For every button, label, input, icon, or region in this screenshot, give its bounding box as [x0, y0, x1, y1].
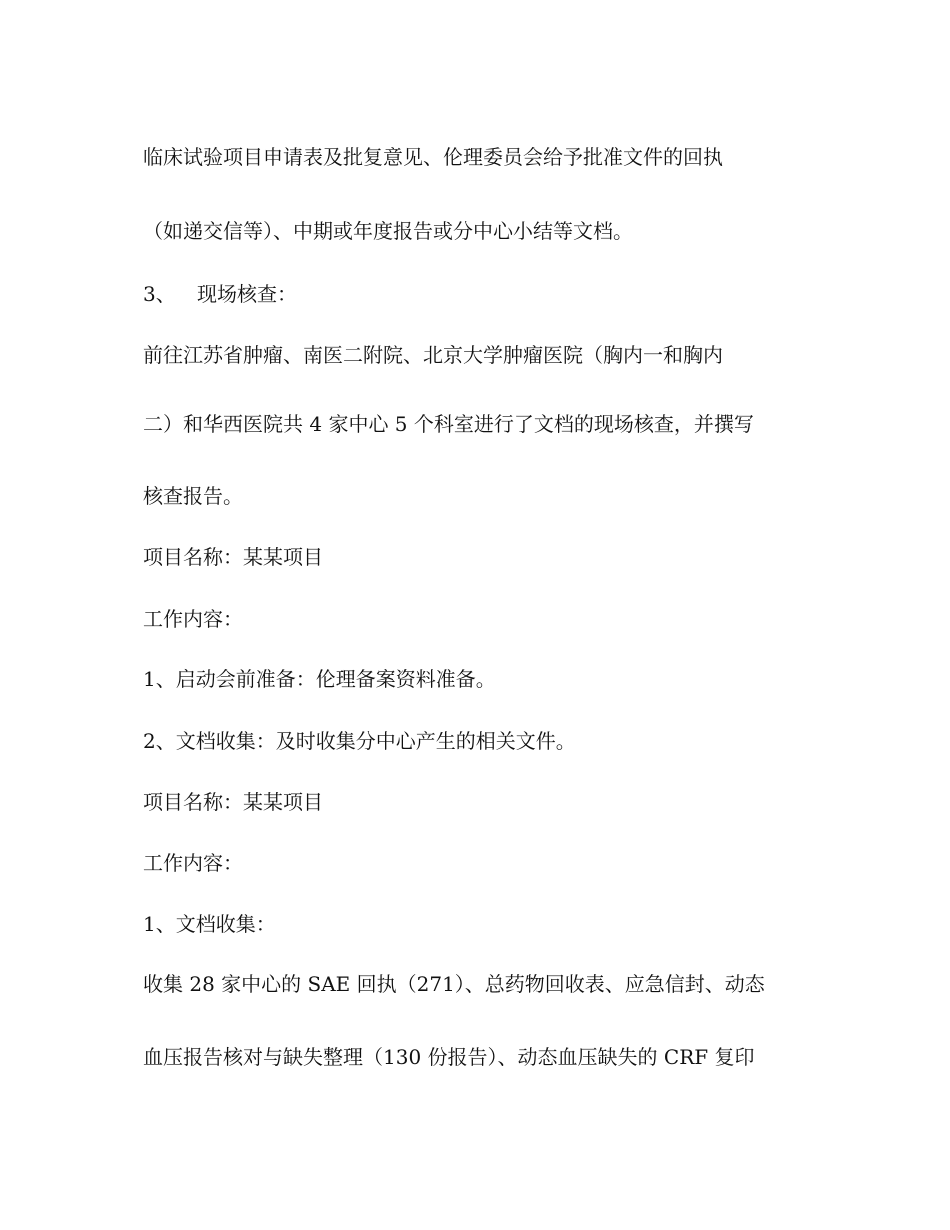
project-name: 项目名称：某某项目 [143, 790, 323, 814]
paragraph-line: （如递交信等）、中期或年度报告或分中心小结等文档。 [143, 219, 633, 243]
list-item: 2、文档收集：及时收集分中心产生的相关文件。 [143, 729, 576, 753]
list-item: 1、启动会前准备：伦理备案资料准备。 [143, 667, 496, 691]
project-name: 项目名称：某某项目 [143, 545, 323, 569]
section-number: 3、 [143, 282, 176, 306]
work-content-label: 工作内容： [143, 607, 243, 631]
paragraph-line: 二）和华西医院共 4 家中心 5 个科室进行了文档的现场核查，并撰写 [143, 412, 754, 436]
section-title: 现场核查： [197, 282, 297, 306]
paragraph-line: 血压报告核对与缺失整理（130 份报告）、动态血压缺失的 CRF 复印 [143, 1045, 755, 1069]
paragraph-line: 临床试验项目申请表及批复意见、伦理委员会给予批准文件的回执 [143, 145, 723, 169]
work-content-label: 工作内容： [143, 851, 243, 875]
paragraph-line: 前往江苏省肿瘤、南医二附院、北京大学肿瘤医院（胸内一和胸内 [143, 343, 723, 367]
section-heading [143, 282, 297, 306]
paragraph-line: 收集 28 家中心的 SAE 回执（271）、总药物回收表、应急信封、动态 [143, 972, 765, 996]
list-item: 1、文档收集： [143, 912, 276, 936]
paragraph-line: 核查报告。 [143, 484, 243, 508]
